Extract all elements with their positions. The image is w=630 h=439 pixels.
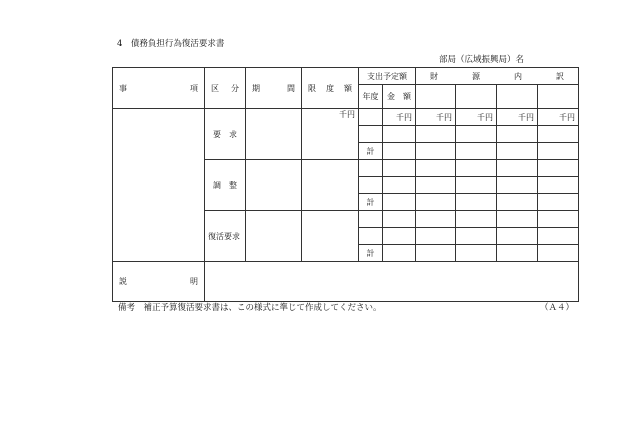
header-zaigen: 財 源 内 訳 (416, 68, 579, 85)
header-gendogaku: 限 度 額 (302, 68, 359, 109)
header-shishutsu: 支出予定額 (359, 68, 416, 85)
document-title: 4 債務負担行為復活要求書 (117, 39, 225, 49)
header-kingaku: 金 額 (383, 85, 416, 109)
footnote: 備考 補正予算復活要求書は、この様式に準じて作成してください。 (118, 303, 382, 313)
unit-label: 千円 (497, 109, 538, 126)
request-form-table (112, 67, 579, 302)
unit-label: 千円 (538, 109, 579, 126)
section-label-fukkatsu: 復活要求 (205, 211, 246, 262)
section-label-yokyu: 要 求 (205, 109, 246, 160)
header-jikou: 事 項 (113, 68, 205, 109)
unit-label: 千円 (302, 109, 359, 160)
section-label-chosei: 調 整 (205, 160, 246, 211)
department-label: 部局（広域振興局）名 (439, 55, 525, 65)
kikan-cell (246, 109, 302, 160)
unit-label: 千円 (456, 109, 497, 126)
paper-size-label: （Ａ４） (540, 303, 575, 313)
total-label: 計 (359, 245, 383, 262)
jikou-cell (113, 109, 205, 262)
total-label: 計 (359, 143, 383, 160)
header-nendo: 年度 (359, 85, 383, 109)
unit-label: 千円 (383, 109, 416, 126)
setsumei-field[interactable] (205, 262, 579, 302)
header-kubun: 区 分 (205, 68, 246, 109)
unit-label: 千円 (416, 109, 456, 126)
total-label: 計 (359, 194, 383, 211)
header-kikan: 期 間 (246, 68, 302, 109)
setsumei-label: 説 明 (113, 262, 205, 302)
